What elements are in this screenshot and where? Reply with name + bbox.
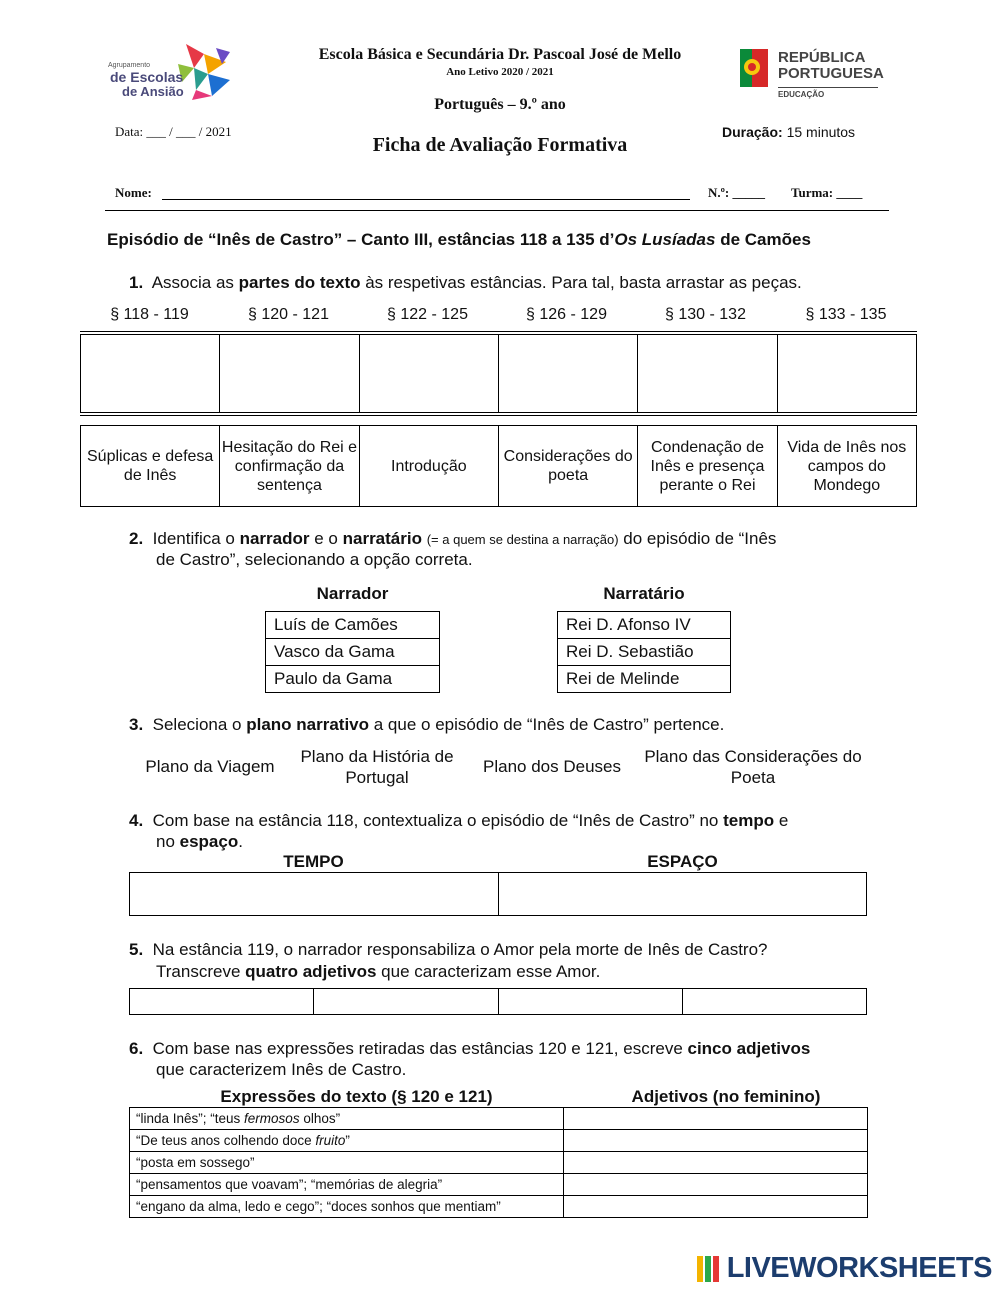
range-label: § 133 - 135 [805, 306, 887, 323]
range-label: § 126 - 129 [526, 306, 607, 323]
school-logo [108, 40, 238, 102]
range-label: § 120 - 121 [248, 306, 329, 323]
class-field[interactable]: Turma: ____ [791, 185, 863, 200]
q6-text-line2: que caracterizem Inês de Castro. [156, 1060, 407, 1079]
table-row [130, 1196, 868, 1218]
tempo-input[interactable] [130, 873, 499, 916]
adjective-answer[interactable] [564, 1108, 868, 1130]
adjective-answer[interactable] [564, 1174, 868, 1196]
adjective-answer[interactable] [564, 1196, 868, 1218]
liveworksheets-brand: LIVEWORKSHEETS [726, 1252, 992, 1284]
republic-line-2: PORTUGUESA [778, 65, 884, 82]
flag-icon [738, 45, 772, 95]
q2-text-line2: de Castro”, selecionando a opção correta. [156, 550, 473, 569]
adjective-input[interactable] [682, 989, 866, 1015]
narrador-header: Narrador [316, 584, 389, 603]
drop-zone[interactable] [81, 333, 220, 414]
expression-cell: “engano da alma, ledo e cego”; “doces sonhos que mentiam” [130, 1196, 564, 1218]
draggable-piece[interactable]: Súplicas e defesa de Inês [81, 426, 220, 507]
q1-pieces-table [80, 425, 917, 507]
q1-text: 1. Associa as partes do texto às respetivas estâncias. Para tal, basta arrastar as peças. [129, 273, 802, 292]
republic-line-1: REPÚBLICA [778, 49, 866, 66]
table-row [130, 1108, 868, 1130]
espaco-header: ESPAÇO [647, 852, 718, 871]
plano-option[interactable]: Plano das Considerações do Poeta [644, 747, 862, 787]
adjective-input[interactable] [498, 989, 682, 1015]
q4-text: 4. Com base na estância 118, contextualiza o episódio de “Inês de Castro” no tempo e [129, 811, 789, 830]
range-label: § 118 - 119 [110, 306, 189, 323]
logo-line-2: de Escolas [110, 69, 184, 85]
adjective-input[interactable] [130, 989, 314, 1015]
q4-text-line2: no espaço. [156, 832, 243, 851]
adjective-answer[interactable] [564, 1130, 868, 1152]
episode-title: Episódio de “Inês de Castro” – Canto III, estâncias 118 a 135 d’Os Lusíadas de Camões [107, 230, 811, 249]
subject: Português – 9.º ano [434, 96, 566, 113]
expressions-header: Expressões do texto (§ 120 e 121) [220, 1087, 493, 1106]
narratario-option[interactable]: Rei D. Sebastião [558, 639, 731, 666]
tempo-header: TEMPO [283, 852, 344, 871]
narrador-options [265, 611, 440, 693]
plano-option[interactable]: Plano dos Deuses [483, 757, 621, 776]
logo-line-3: de Ansião [122, 84, 184, 99]
range-label: § 122 - 125 [387, 306, 468, 323]
school-name: Escola Básica e Secundária Dr. Pascoal José de Mello [318, 46, 682, 63]
drop-zone[interactable] [220, 333, 359, 414]
republic-line-3: EDUCAÇÃO [778, 87, 878, 99]
adjective-input[interactable] [314, 989, 498, 1015]
draggable-piece[interactable]: Vida de Inês nos campos do Mondego [777, 426, 916, 507]
q5-text: 5. Na estância 119, o narrador responsabiliza o Amor pela morte de Inês de Castro? [129, 940, 768, 959]
drop-zone[interactable] [359, 333, 498, 414]
adjective-answer[interactable] [564, 1152, 868, 1174]
table-row [130, 1174, 868, 1196]
q3-text: 3. Seleciona o plano narrativo a que o episódio de “Inês de Castro” pertence. [129, 715, 725, 734]
narrador-option[interactable]: Vasco da Gama [266, 639, 440, 666]
drop-zone[interactable] [777, 333, 916, 414]
q2-text: 2. Identifica o narrador e o narratário (= a quem se destina a narração) do episódio de “Inês [129, 529, 777, 548]
narrador-option[interactable]: Luís de Camões [266, 612, 440, 639]
school-year: Ano Letivo 2020 / 2021 [446, 66, 554, 78]
expression-cell: “pensamentos que voavam”; “memórias de alegria” [130, 1174, 564, 1196]
drop-zone[interactable] [498, 333, 637, 414]
narratario-header: Narratário [603, 584, 685, 603]
duration: Duração: 15 minutos [722, 124, 856, 140]
q5-text-line2: Transcreve quatro adjetivos que caracterizam esse Amor. [156, 962, 601, 981]
draggable-piece[interactable]: Considerações do poeta [498, 426, 637, 507]
republic-logo [738, 45, 888, 105]
date-field: Data: ___ / ___ / 2021 [115, 124, 232, 139]
q1-drop-table [80, 331, 917, 416]
draggable-piece[interactable]: Condenação de Inês e presença perante o Rei [638, 426, 777, 507]
plano-option[interactable]: Plano da História de Portugal [300, 747, 454, 787]
expression-cell: “linda Inês”; “teus fermosos olhos” [130, 1108, 564, 1130]
narratario-option[interactable]: Rei D. Afonso IV [558, 612, 731, 639]
worksheet-title: Ficha de Avaliação Formativa [372, 134, 628, 156]
draggable-piece[interactable]: Hesitação do Rei e confirmação da sentença [220, 426, 359, 507]
q4-answer-table [129, 872, 867, 916]
q6-table [129, 1107, 868, 1218]
drop-zone[interactable] [638, 333, 777, 414]
header-divider [105, 210, 889, 211]
liveworksheets-logo-icon [697, 1256, 721, 1282]
narratario-option[interactable]: Rei de Melinde [558, 666, 731, 693]
range-label: § 130 - 132 [665, 306, 746, 323]
expression-cell: “posta em sossego” [130, 1152, 564, 1174]
narratario-options [557, 611, 731, 693]
table-row [130, 1130, 868, 1152]
draggable-piece[interactable]: Introdução [359, 426, 498, 507]
expression-cell: “De teus anos colhendo doce fruito” [130, 1130, 564, 1152]
q5-answer-table [129, 988, 867, 1015]
narrador-option[interactable]: Paulo da Gama [266, 666, 440, 693]
table-row [130, 1152, 868, 1174]
name-input-line[interactable] [162, 199, 690, 200]
plano-option[interactable]: Plano da Viagem [145, 757, 275, 776]
logo-line-1: Agrupamento [108, 62, 151, 69]
q6-text: 6. Com base nas expressões retiradas das estâncias 120 e 121, escreve cinco adjetivos [129, 1039, 811, 1058]
number-field[interactable]: N.º: _____ [708, 185, 766, 200]
espaco-input[interactable] [498, 873, 867, 916]
name-label: Nome: [115, 185, 152, 200]
adjectives-header: Adjetivos (no feminino) [631, 1087, 821, 1106]
